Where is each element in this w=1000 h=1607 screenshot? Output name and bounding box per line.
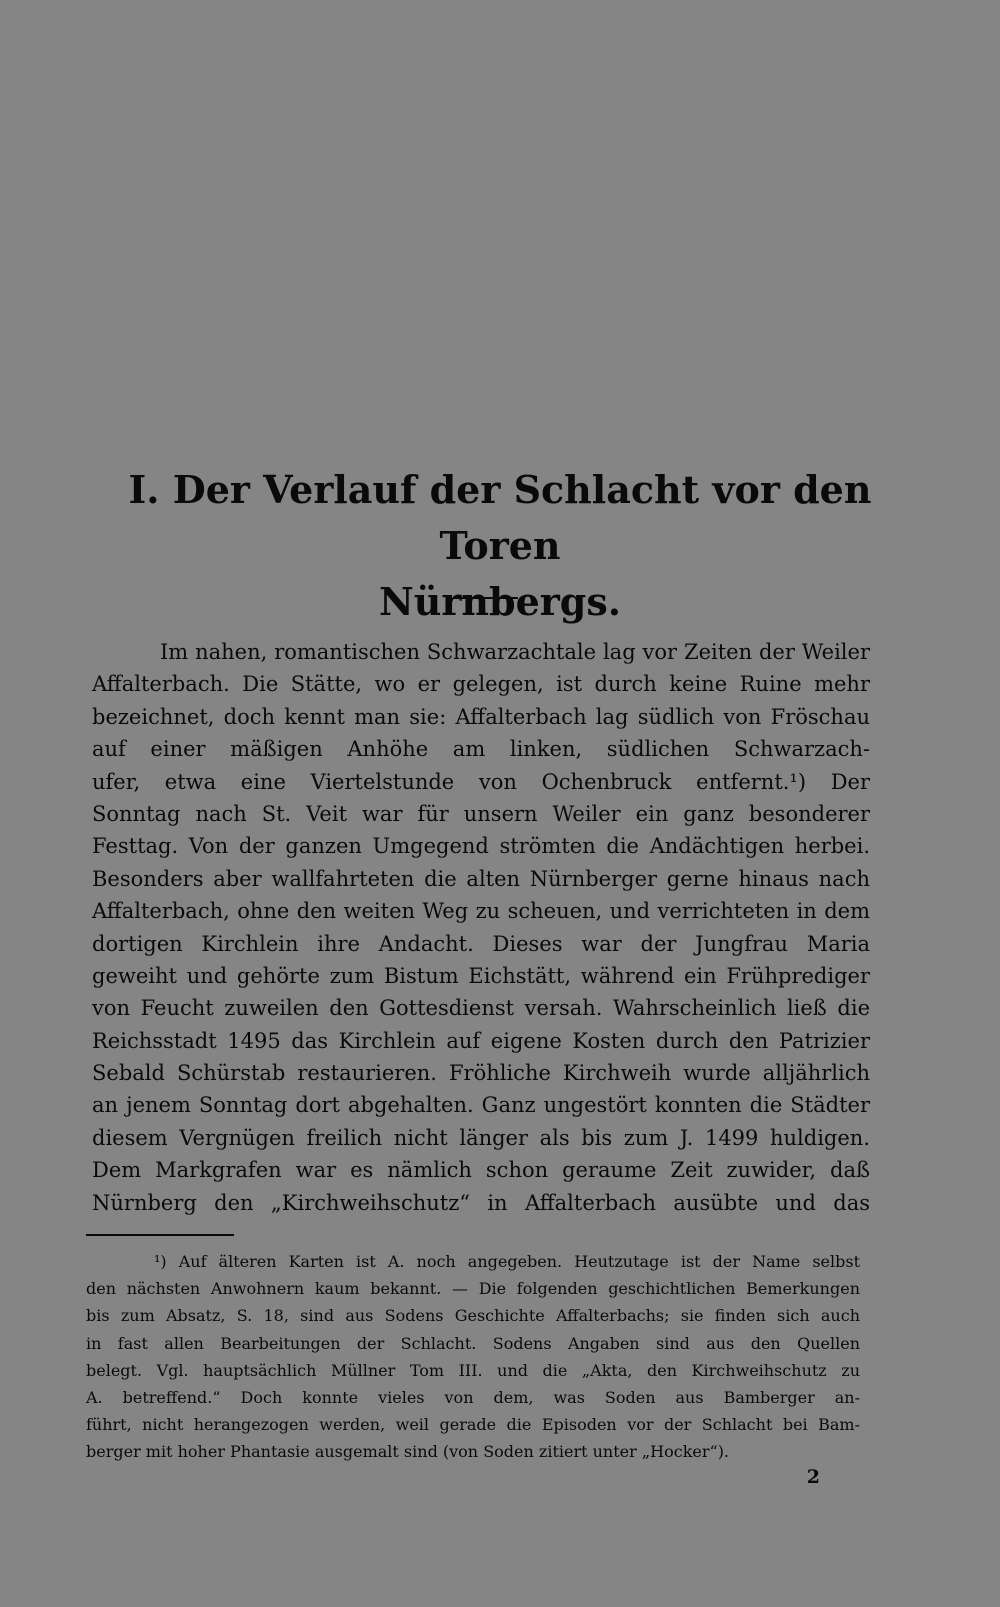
body-line: Im nahen, romantischen Schwarzachtale lag vor Zeiten der Weiler bbox=[160, 640, 870, 664]
body-line: Besonders aber wallfahrteten die alten Nürnberger gerne hinaus nach bbox=[92, 866, 870, 891]
footnote-line: bis zum Absatz, S. 18, sind aus Sodens Geschichte Affalterbachs; sie finden sich auch bbox=[86, 1306, 860, 1326]
footnote-line: berger mit hoher Phantasie ausgemalt sind (von Soden zitiert unter „Hocker“). bbox=[86, 1442, 730, 1462]
footnote-line: belegt. Vgl. hauptsächlich Müllner Tom III. und die „Akta, den Kirchweihschutz zu bbox=[86, 1360, 860, 1380]
footnote-line: den nächsten Anwohnern kaum bekannt. — Die folgenden geschichtlichen Bemerkungen bbox=[86, 1279, 860, 1299]
footnote-line: führt, nicht herangezogen werden, weil gerade die Episoden vor der Schlacht bei Bam- bbox=[86, 1415, 860, 1435]
body-line: dortigen Kirchlein ihre Andacht. Dieses war der Jungfrau Maria bbox=[92, 931, 870, 956]
footnote-divider bbox=[86, 1234, 234, 1236]
footnote-line: in fast allen Bearbeitungen der Schlacht. Sodens Angaben sind aus den Quellen bbox=[86, 1333, 860, 1353]
chapter-title-line-2: Nürnbergs. bbox=[379, 579, 621, 624]
body-line: Nürnberg den „Kirchweihschutz“ in Affalterbach ausübte und das bbox=[92, 1190, 870, 1215]
body-paragraph bbox=[92, 636, 870, 1219]
page-number: 2 bbox=[806, 1466, 820, 1488]
body-line: an jenem Sonntag dort abgehalten. Ganz ungestört konnten die Städter bbox=[92, 1093, 870, 1118]
body-line: von Feucht zuweilen den Gottesdienst versah. Wahrscheinlich ließ die bbox=[92, 996, 870, 1021]
footnote-line: A. betreffend.“ Doch konnte vieles von dem, was Soden aus Bamberger an- bbox=[86, 1387, 860, 1407]
body-line: geweiht und gehörte zum Bistum Eichstätt, während ein Frühprediger bbox=[92, 963, 870, 988]
body-line: Sonntag nach St. Veit war für unsern Weiler ein ganz besonderer bbox=[92, 801, 870, 826]
body-line: Affalterbach. Die Stätte, wo er gelegen, ist durch keine Ruine mehr bbox=[92, 672, 870, 697]
body-line: ufer, etwa eine Viertelstunde von Ochenbruck entfernt.¹) Der bbox=[92, 769, 870, 794]
body-line: Festtag. Von der ganzen Umgegend strömten die Andächtigen herbei. bbox=[92, 834, 870, 859]
footnote-line: ¹) Auf älteren Karten ist A. noch angegeben. Heutzutage ist der Name selbst bbox=[154, 1252, 860, 1271]
body-line: Affalterbach, ohne den weiten Weg zu scheuen, und verrichteten in dem bbox=[92, 899, 870, 924]
body-line: diesem Vergnügen freilich nicht länger als bis zum J. 1499 huldigen. bbox=[92, 1125, 870, 1150]
body-line: auf einer mäßigen Anhöhe am linken, südlichen Schwarzach- bbox=[92, 737, 870, 762]
footnote bbox=[86, 1248, 860, 1466]
title-divider bbox=[454, 597, 518, 599]
chapter-title bbox=[100, 462, 900, 630]
body-line: Reichsstadt 1495 das Kirchlein auf eigene Kosten durch den Patrizier bbox=[92, 1028, 870, 1053]
body-line: bezeichnet, doch kennt man sie: Affalterbach lag südlich von Fröschau bbox=[92, 704, 870, 729]
body-line: Dem Markgrafen war es nämlich schon geraume Zeit zuwider, daß bbox=[92, 1158, 870, 1183]
chapter-title-line-1: I. Der Verlauf der Schlacht vor den Toren bbox=[128, 467, 872, 568]
body-line: Sebald Schürstab restaurieren. Fröhliche Kirchweih wurde alljährlich bbox=[92, 1061, 870, 1086]
